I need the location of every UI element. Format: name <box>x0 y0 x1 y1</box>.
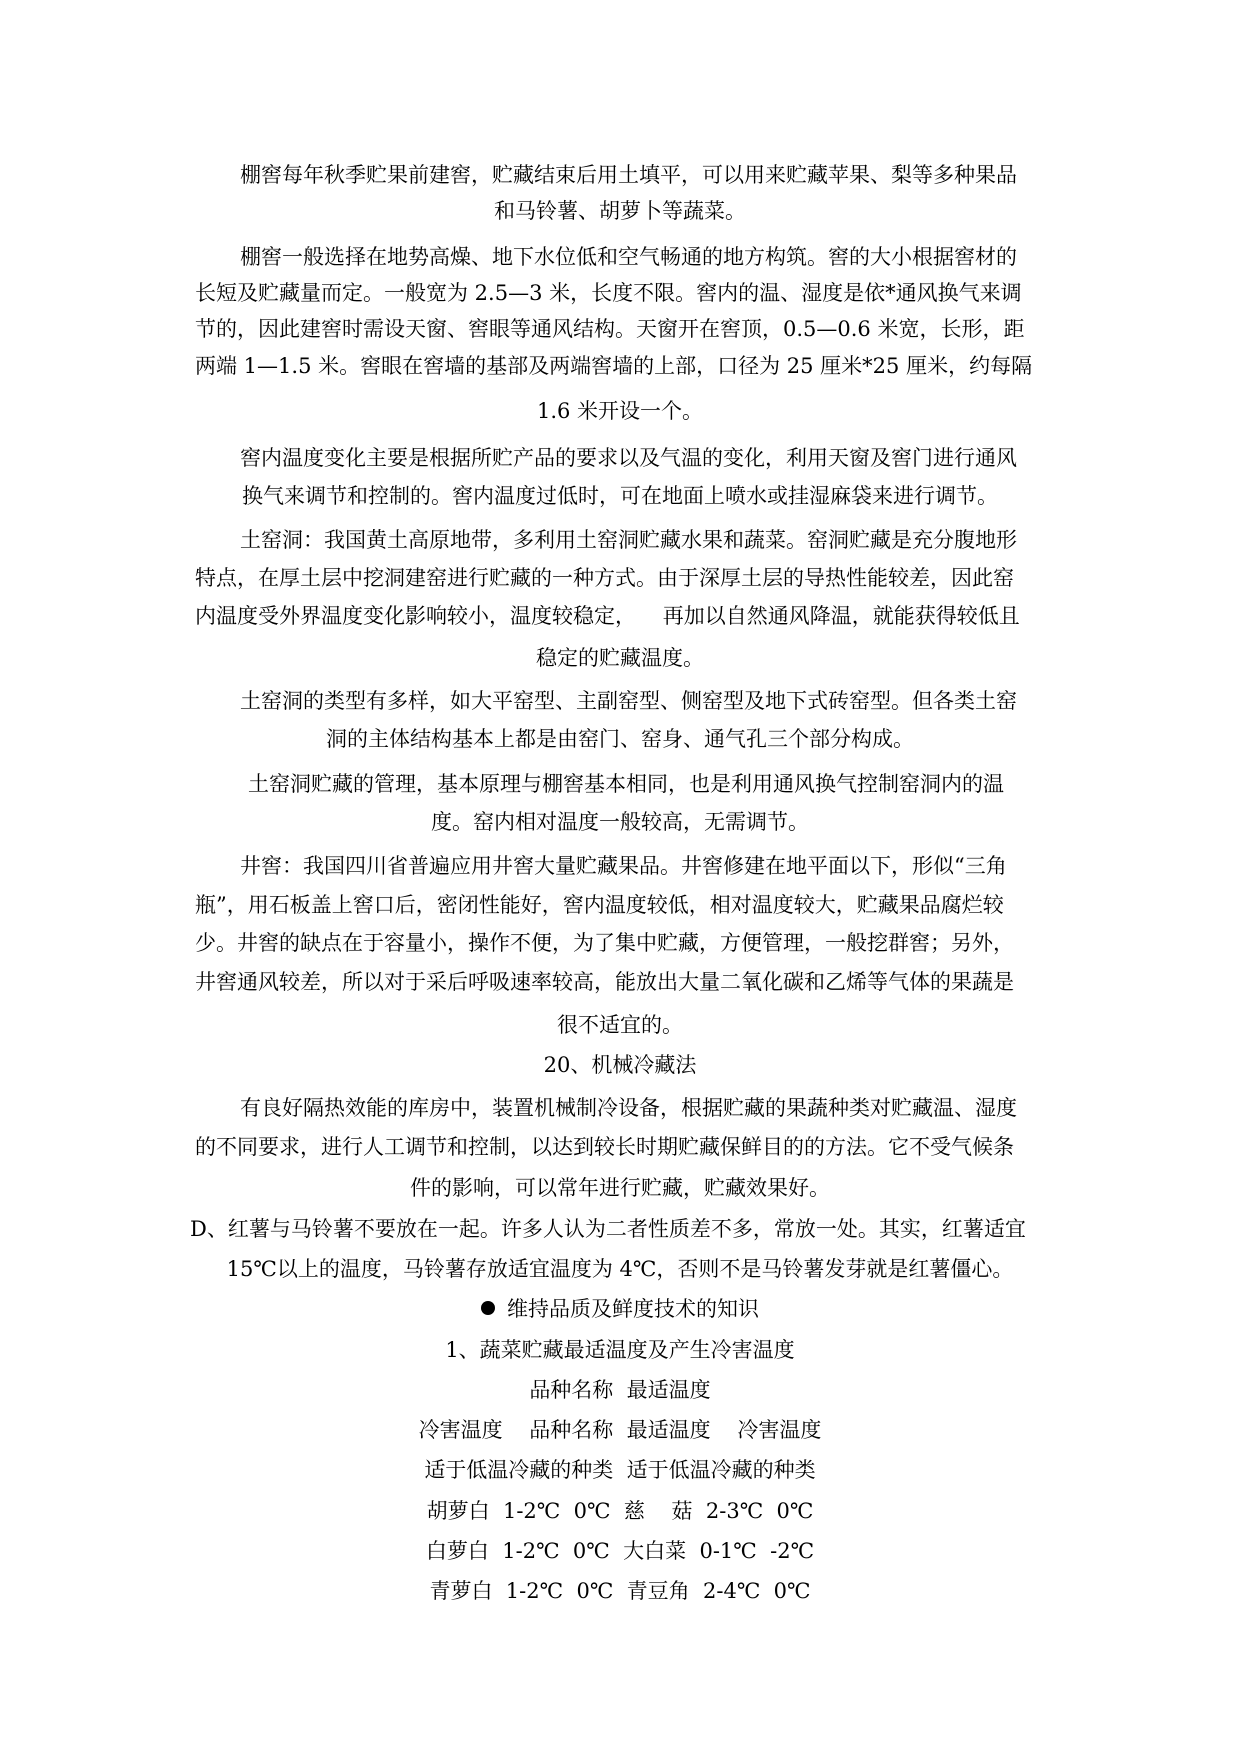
table-row: 白萝白 1-2℃ 0℃ 大白菜 0-1℃ -2℃ <box>425 1539 815 1563</box>
paragraph-line: 特点，在厚土层中挖洞建窑进行贮藏的一种方式。由于深厚土层的导热性能较差，因此窑 <box>195 566 1014 590</box>
paragraph-line: 少。井窖的缺点在于容量小，操作不便，为了集中贮藏，方便管理，一般挖群窖；另外， <box>195 931 1014 955</box>
bullet-heading-text: 维持品质及鲜度技术的知识 <box>507 1297 759 1321</box>
paragraph-line: 和马铃薯、胡萝卜等蔬菜。 <box>494 199 746 223</box>
paragraph-line: 稳定的贮藏温度。 <box>536 646 704 670</box>
bullet-heading <box>0 1294 1240 1324</box>
paragraph-line: 棚窖每年秋季贮果前建窖，贮藏结束后用土填平，可以用来贮藏苹果、梨等多种果品 <box>240 163 1017 187</box>
table-heading: 1、蔬菜贮藏最适温度及产生冷害温度 <box>445 1338 795 1362</box>
paragraph-line: D、红薯与马铃薯不要放在一起。许多人认为二者性质差不多，常放一处。其实，红薯适宜 <box>190 1217 1026 1241</box>
paragraph-line: 瓶”，用石板盖上窖口后，密闭性能好，窖内温度较低，相对温度较大，贮藏果品腐烂较 <box>195 893 1004 917</box>
paragraph-line: 度。窑内相对温度一般较高，无需调节。 <box>431 810 809 834</box>
table-header-line: 适于低温冷藏的种类 适于低温冷藏的种类 <box>424 1458 816 1482</box>
paragraph-line: 内温度受外界温度变化影响较小，温度较稳定， 再加以自然通风降温，就能获得较低且 <box>195 604 1020 628</box>
table-row: 青萝白 1-2℃ 0℃ 青豆角 2-4℃ 0℃ <box>429 1579 811 1603</box>
table-row: 胡萝白 1-2℃ 0℃ 慈 菇 2-3℃ 0℃ <box>426 1499 814 1523</box>
paragraph-line: 井窖：我国四川省普遍应用井窖大量贮藏果品。井窖修建在地平面以下，形似“三角 <box>240 854 1007 878</box>
paragraph-line: 很不适宜的。 <box>557 1013 683 1037</box>
section-heading: 20、机械冷藏法 <box>543 1053 697 1077</box>
paragraph-line: 1.6 米开设一个。 <box>536 399 704 423</box>
paragraph-line: 节的，因此建窖时需设天窗、窖眼等通风结构。天窗开在窖顶，0.5—0.6 米宽，长形，距 <box>195 317 1025 341</box>
bullet-icon <box>481 1301 495 1315</box>
paragraph-line: 窖内温度变化主要是根据所贮产品的要求以及气温的变化，利用天窗及窖门进行通风 <box>240 446 1017 470</box>
paragraph-line: 换气来调节和控制的。窖内温度过低时，可在地面上喷水或挂湿麻袋来进行调节。 <box>242 484 998 508</box>
paragraph-line: 土窑洞贮藏的管理，基本原理与棚窖基本相同，也是利用通风换气控制窑洞内的温 <box>248 772 1004 796</box>
paragraph-line: 的不同要求，进行人工调节和控制，以达到较长时期贮藏保鲜目的的方法。它不受气候条 <box>195 1135 1014 1159</box>
paragraph-line: 土窑洞：我国黄土高原地带，多利用土窑洞贮藏水果和蔬菜。窑洞贮藏是充分腹地形 <box>240 528 1017 552</box>
table-header-line: 品种名称 最适温度 <box>529 1378 711 1402</box>
paragraph-line: 有良好隔热效能的库房中，装置机械制冷设备，根据贮藏的果蔬种类对贮藏温、湿度 <box>240 1096 1017 1120</box>
paragraph-line: 井窖通风较差，所以对于采后呼吸速率较高，能放出大量二氧化碳和乙烯等气体的果蔬是 <box>195 970 1014 994</box>
paragraph-line: 棚窖一般选择在地势高燥、地下水位低和空气畅通的地方构筑。窖的大小根据窖材的 <box>240 245 1017 269</box>
paragraph-line: 15℃以上的温度，马铃薯存放适宜温度为 4℃，否则不是马铃薯发芽就是红薯僵心。 <box>226 1257 1014 1281</box>
paragraph-line: 两端 1—1.5 米。窖眼在窖墙的基部及两端窖墙的上部，口径为 25 厘米*25 厘米，约每隔 <box>195 354 1033 378</box>
table-header-line: 冷害温度 品种名称 最适温度 冷害温度 <box>418 1418 822 1442</box>
paragraph-line: 长短及贮藏量而定。一般宽为 2.5—3 米，长度不限。窖内的温、湿度是依*通风换气来调 <box>195 281 1022 305</box>
paragraph-line: 土窑洞的类型有多样，如大平窑型、主副窑型、侧窑型及地下式砖窑型。但各类土窑 <box>240 689 1017 713</box>
paragraph-line: 件的影响，可以常年进行贮藏，贮藏效果好。 <box>410 1176 830 1200</box>
paragraph-line: 洞的主体结构基本上都是由窑门、窑身、通气孔三个部分构成。 <box>326 727 914 751</box>
